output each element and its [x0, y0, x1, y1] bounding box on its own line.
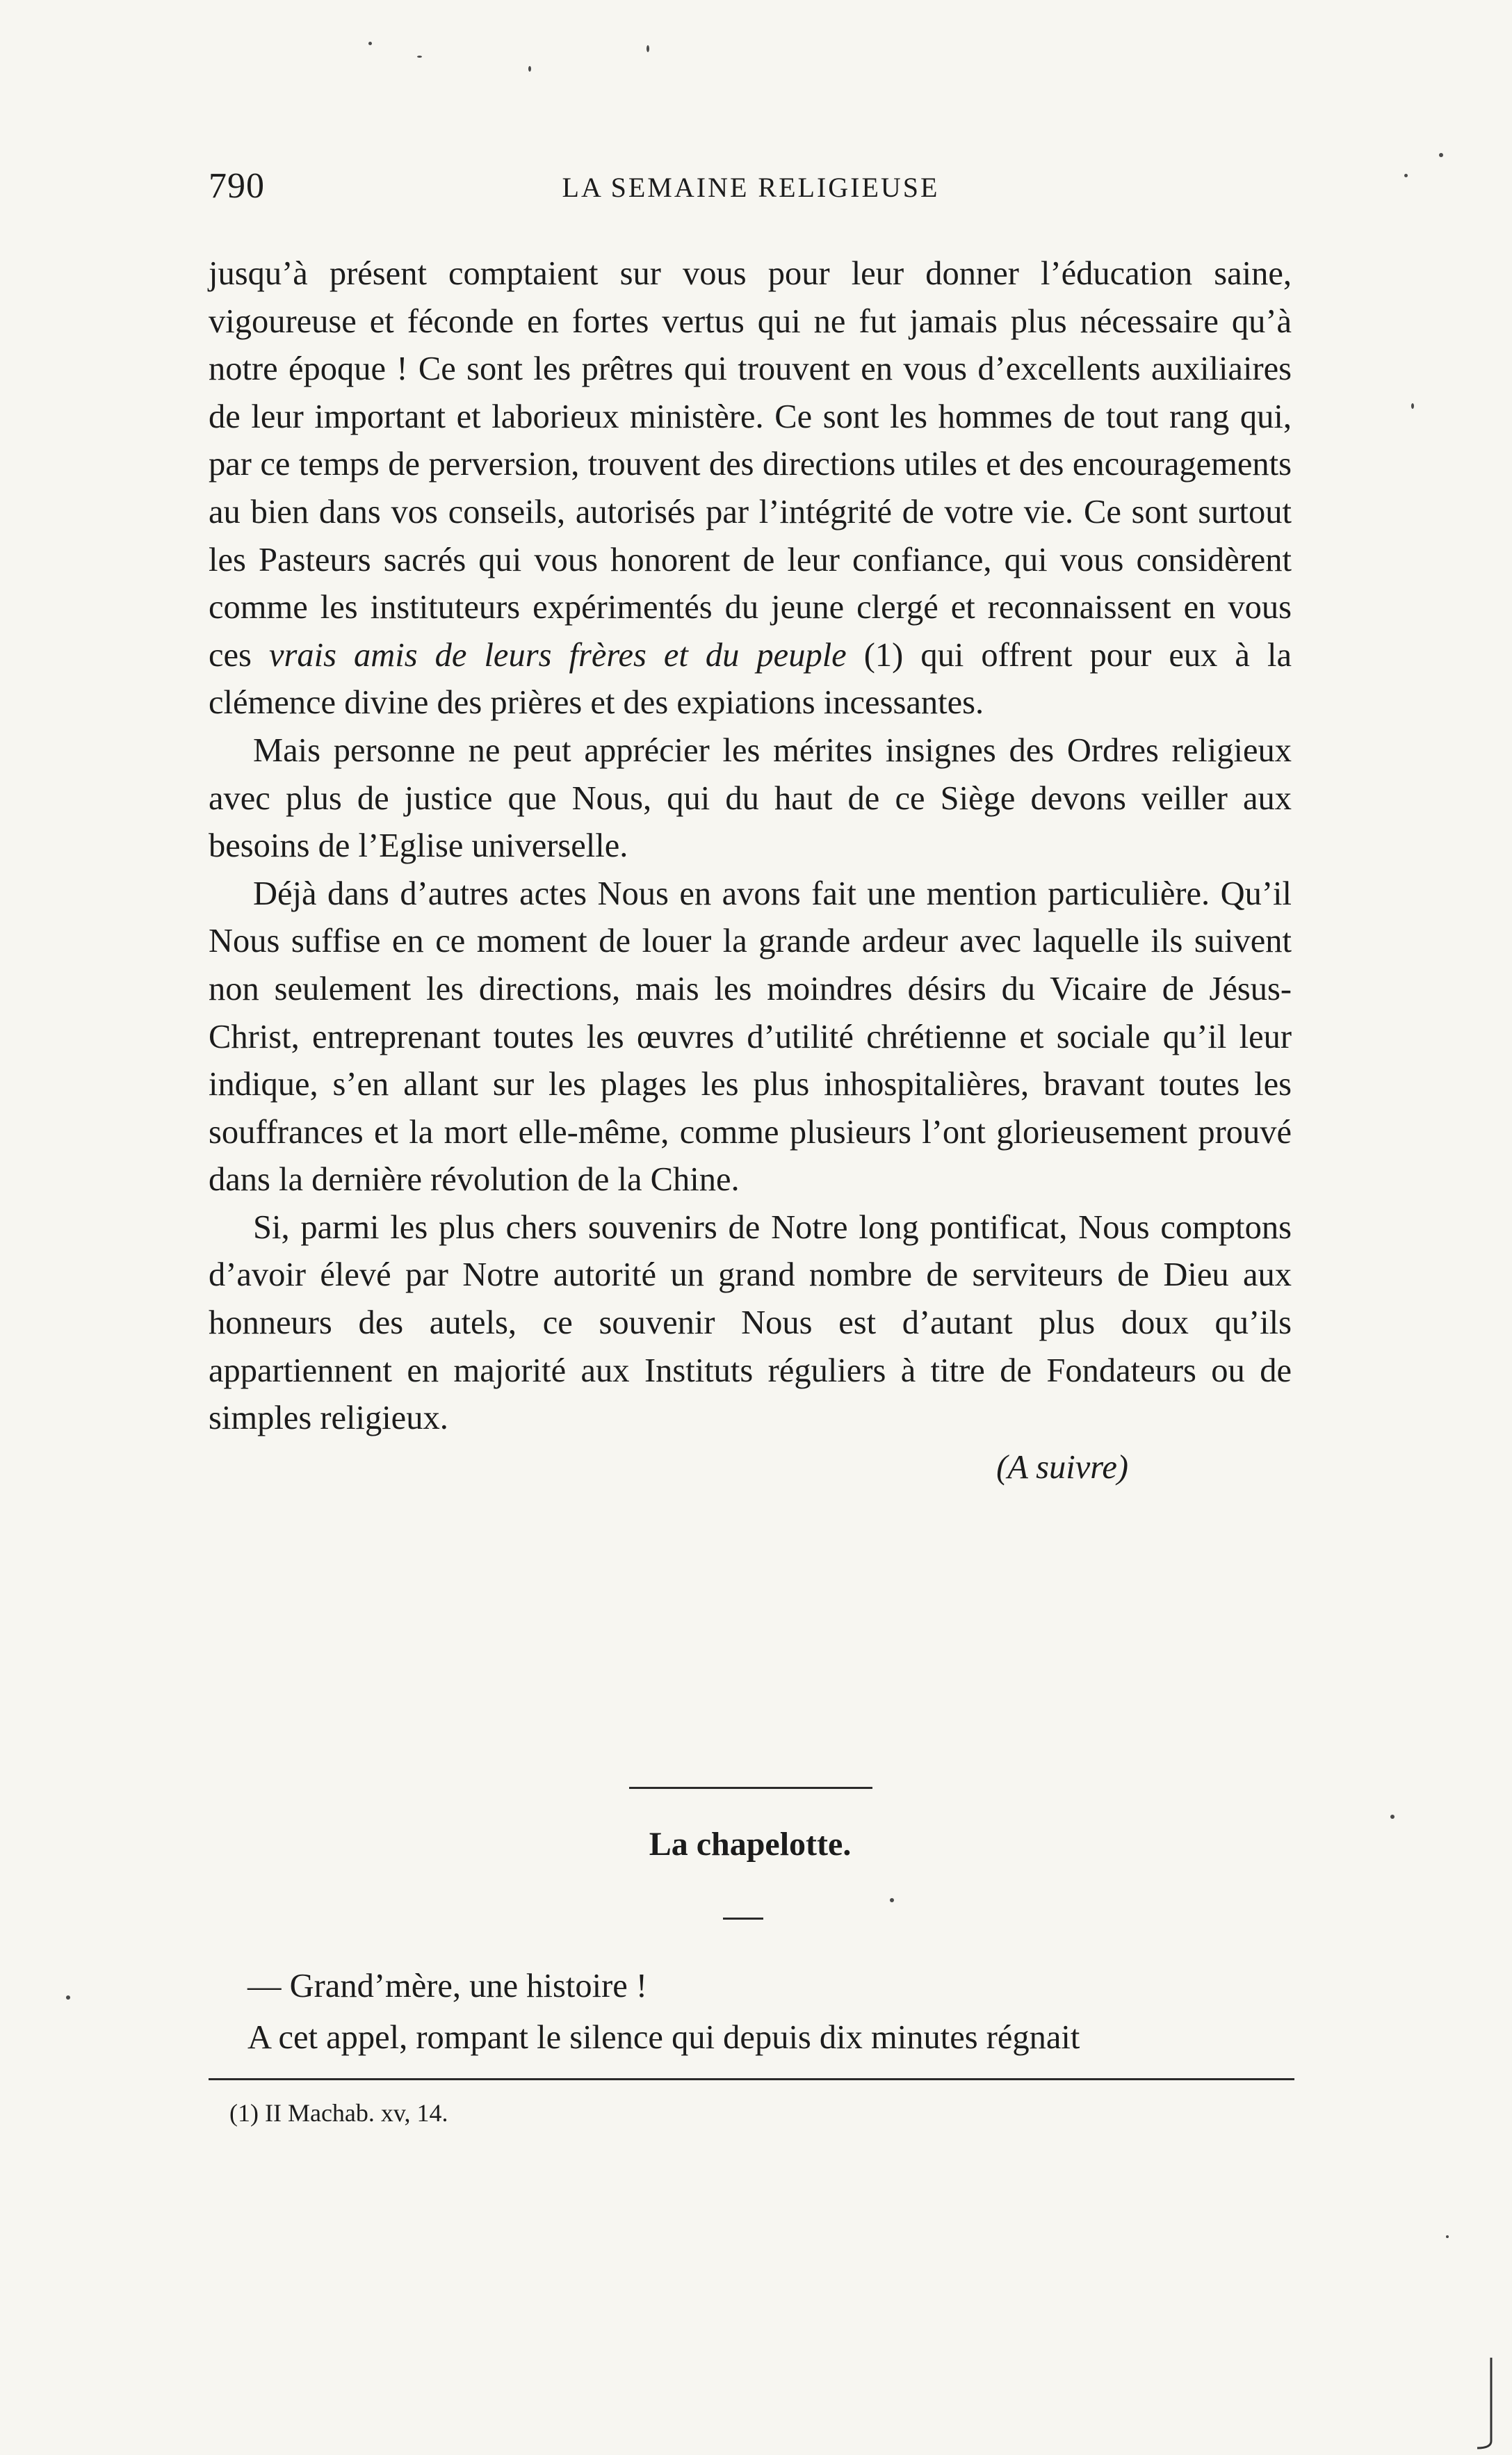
- story-line-1: — Grand’mère, une histoire !: [247, 1968, 648, 2004]
- scan-speck: [417, 56, 422, 58]
- scan-speck: [528, 66, 531, 72]
- paragraph-2: Mais personne ne peut apprécier les mérites insignes des Ordres religieux avec plus de justice que Nous, qui du haut de ce Siège devons veiller aux besoins de l’Eglise universelle.: [209, 731, 1292, 865]
- running-head: [209, 165, 1293, 214]
- paragraph-1-italic: vrais amis de leurs frères et du peuple: [268, 636, 847, 674]
- scan-speck: [1404, 174, 1408, 177]
- scan-speck: [647, 45, 649, 52]
- paragraph-1-end: (1) qui offrent pour eux à la clémence divine des prières et des expiations incessantes.: [209, 636, 1292, 722]
- body-text: [209, 250, 1292, 1491]
- scan-speck: [1446, 2235, 1449, 2238]
- story-text: [209, 1961, 1292, 2064]
- to-be-continued: (A suivre): [996, 1448, 1128, 1486]
- running-title: LA SEMAINE RELIGIEUSE: [562, 172, 940, 203]
- section-title: La chapelotte.: [649, 1826, 852, 1863]
- margin-mark: [1470, 2351, 1498, 2455]
- section-rule: [629, 1787, 872, 1789]
- paragraph-3: Déjà dans d’autres actes Nous en avons fait une mention particulière. Qu’il Nous suffise en ce moment de louer la grande ardeur avec laquelle ils suivent non seulement les directions, mais les moindres désirs du Vicaire de Jésus-Christ, entreprenant toutes les œuvres d’utilité chrétienne et sociale qu’il leur indique, s’en allant sur les plages les plus inhospitalières, bravant toutes les souffrances et la mort elle-même, comme plusieurs l’ont glorieusement prouvé dans la dernière révolution de la Chine.: [209, 875, 1292, 1199]
- scan-speck: [66, 1995, 70, 2000]
- scan-speck: [1390, 1815, 1395, 1819]
- title-dash: [723, 1918, 763, 1920]
- paragraph-1: [209, 250, 1292, 727]
- scan-speck: [890, 1898, 894, 1902]
- footnote: (1) II Machab. xv, 14.: [229, 2099, 448, 2127]
- paragraph-1-text: jusqu’à présent comptaient sur vous pour leur donner l’éducation saine, vigoureuse et féconde en fortes vertus qui ne fut jamais plus nécessaire qu’à notre époque ! Ce sont les prêtres qui trouvent en vous d’excellents auxiliaires de leur important et laborieux ministère. Ce sont les hommes de tout rang qui, par ce temps de perversion, trouvent des directions utiles et des encouragements au bien dans vos conseils, autorisés par l’intégrité de votre vie. Ce sont surtout les Pasteurs sacrés qui vous honorent de leur confiance, qui vous considèrent comme les instituteurs expérimentés du jeune clergé et reconnaissent en vous ces: [209, 255, 1292, 674]
- scan-speck: [1411, 403, 1414, 409]
- paragraph-4: Si, parmi les plus chers souvenirs de Notre long pontificat, Nous comptons d’avoir élevé par Notre autorité un grand nombre de serviteurs de Dieu aux honneurs des autels, ce souvenir Nous est d’autant plus doux qu’ils appartiennent en majorité aux Instituts réguliers à titre de Fondateurs ou de simples religieux.: [209, 1208, 1292, 1437]
- scan-speck: [368, 42, 372, 45]
- story-line-2: A cet appel, rompant le silence qui depuis dix minutes régnait: [247, 2019, 1080, 2056]
- footnote-rule: [209, 2078, 1294, 2080]
- scan-speck: [1439, 153, 1443, 157]
- page-number: 790: [209, 166, 265, 206]
